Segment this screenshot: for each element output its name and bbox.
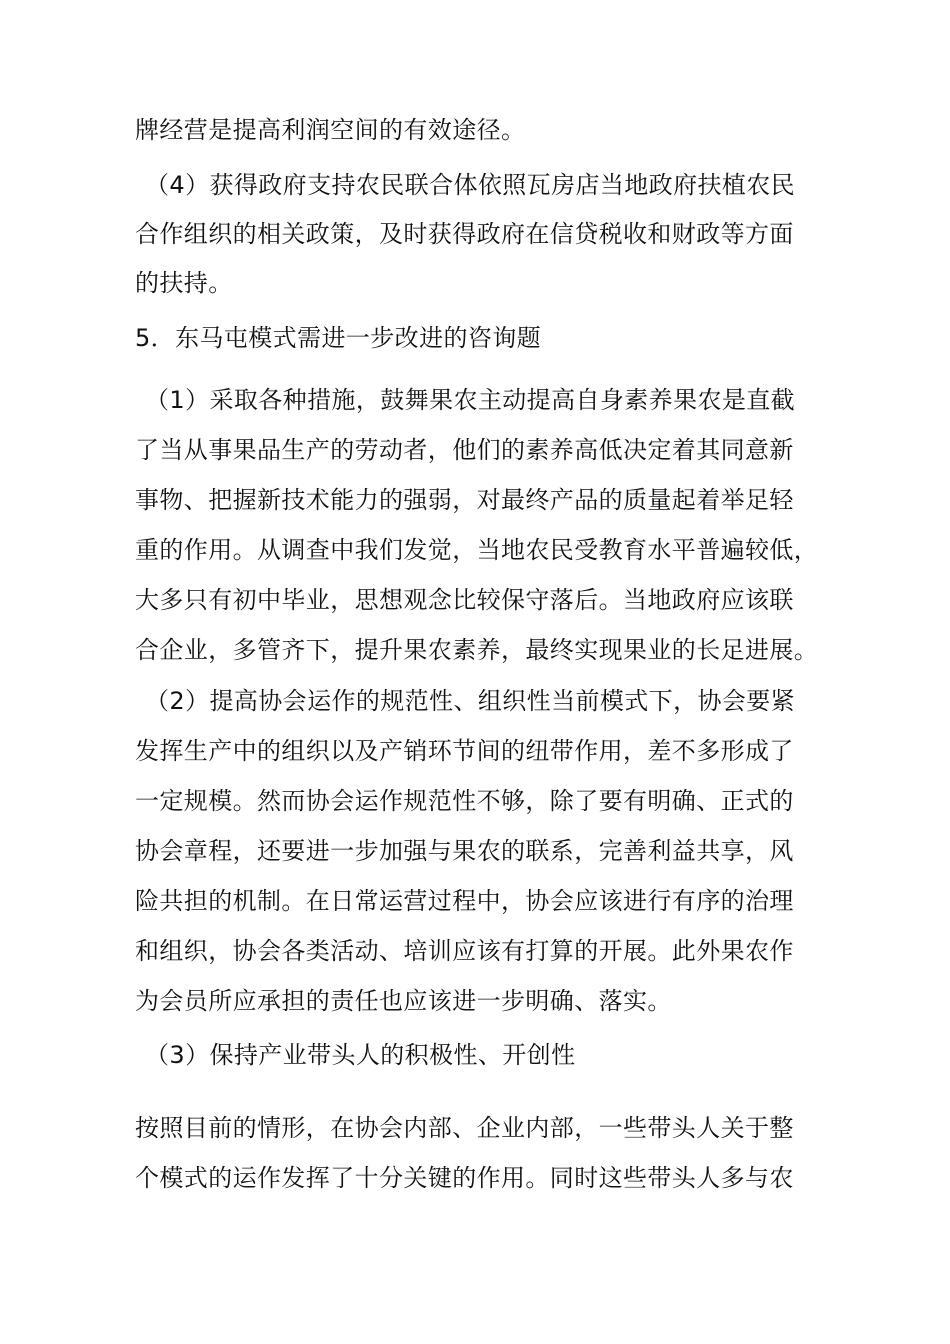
text-line: 协会章程，还要进一步加强与果农的联系，完善利益共享，风 <box>135 837 794 865</box>
text-line: 合企业，多管齐下，提升果农素养，最终实现果业的长足进展。 <box>135 636 819 664</box>
text-line: （3）保持产业带头人的积极性、开创性 <box>145 1041 576 1069</box>
text-line: 大多只有初中毕业，思想观念比较保守落后。当地政府应该联 <box>135 586 794 614</box>
text-line: 为会员所应承担的责任也应该进一步明确、落实。 <box>135 987 672 1015</box>
text-line: （2）提高协会运作的规范性、组织性当前模式下，协会要紧 <box>145 687 796 715</box>
text-line: 的扶持。 <box>135 269 233 297</box>
text-line: 重的作用。从调查中我们发觉，当地农民受教育水平普遍较低， <box>135 536 819 564</box>
text-line: 事物、把握新技术能力的强弱，对最终产品的质量起着举足轻 <box>135 486 794 514</box>
text-line: 牌经营是提高利润空间的有效途径。 <box>135 116 526 144</box>
text-line: （4）获得政府支持农民联合体依照瓦房店当地政府扶植农民 <box>145 171 796 199</box>
text-line: 一定规模。然而协会运作规范性不够，除了要有明确、正式的 <box>135 787 794 815</box>
text-line: 按照目前的情形，在协会内部、企业内部，一些带头人关于整 <box>135 1114 794 1142</box>
text-line: 发挥生产中的组织以及产销环节间的纽带作用，差不多形成了 <box>135 737 794 765</box>
text-line: 个模式的运作发挥了十分关键的作用。同时这些带头人多与农 <box>135 1164 794 1192</box>
text-line: （1）采取各种措施，鼓舞果农主动提高自身素养果农是直截 <box>145 386 796 414</box>
text-line: 险共担的机制。在日常运营过程中，协会应该进行有序的治理 <box>135 887 794 915</box>
section-heading: 5．东马屯模式需进一步改进的咨询题 <box>135 324 542 352</box>
text-line: 合作组织的相关政策，及时获得政府在信贷税收和财政等方面 <box>135 220 794 248</box>
text-line: 了当从事果品生产的劳动者，他们的素养高低决定着其同意新 <box>135 436 794 464</box>
text-line: 和组织，协会各类活动、培训应该有打算的开展。此外果农作 <box>135 937 794 965</box>
